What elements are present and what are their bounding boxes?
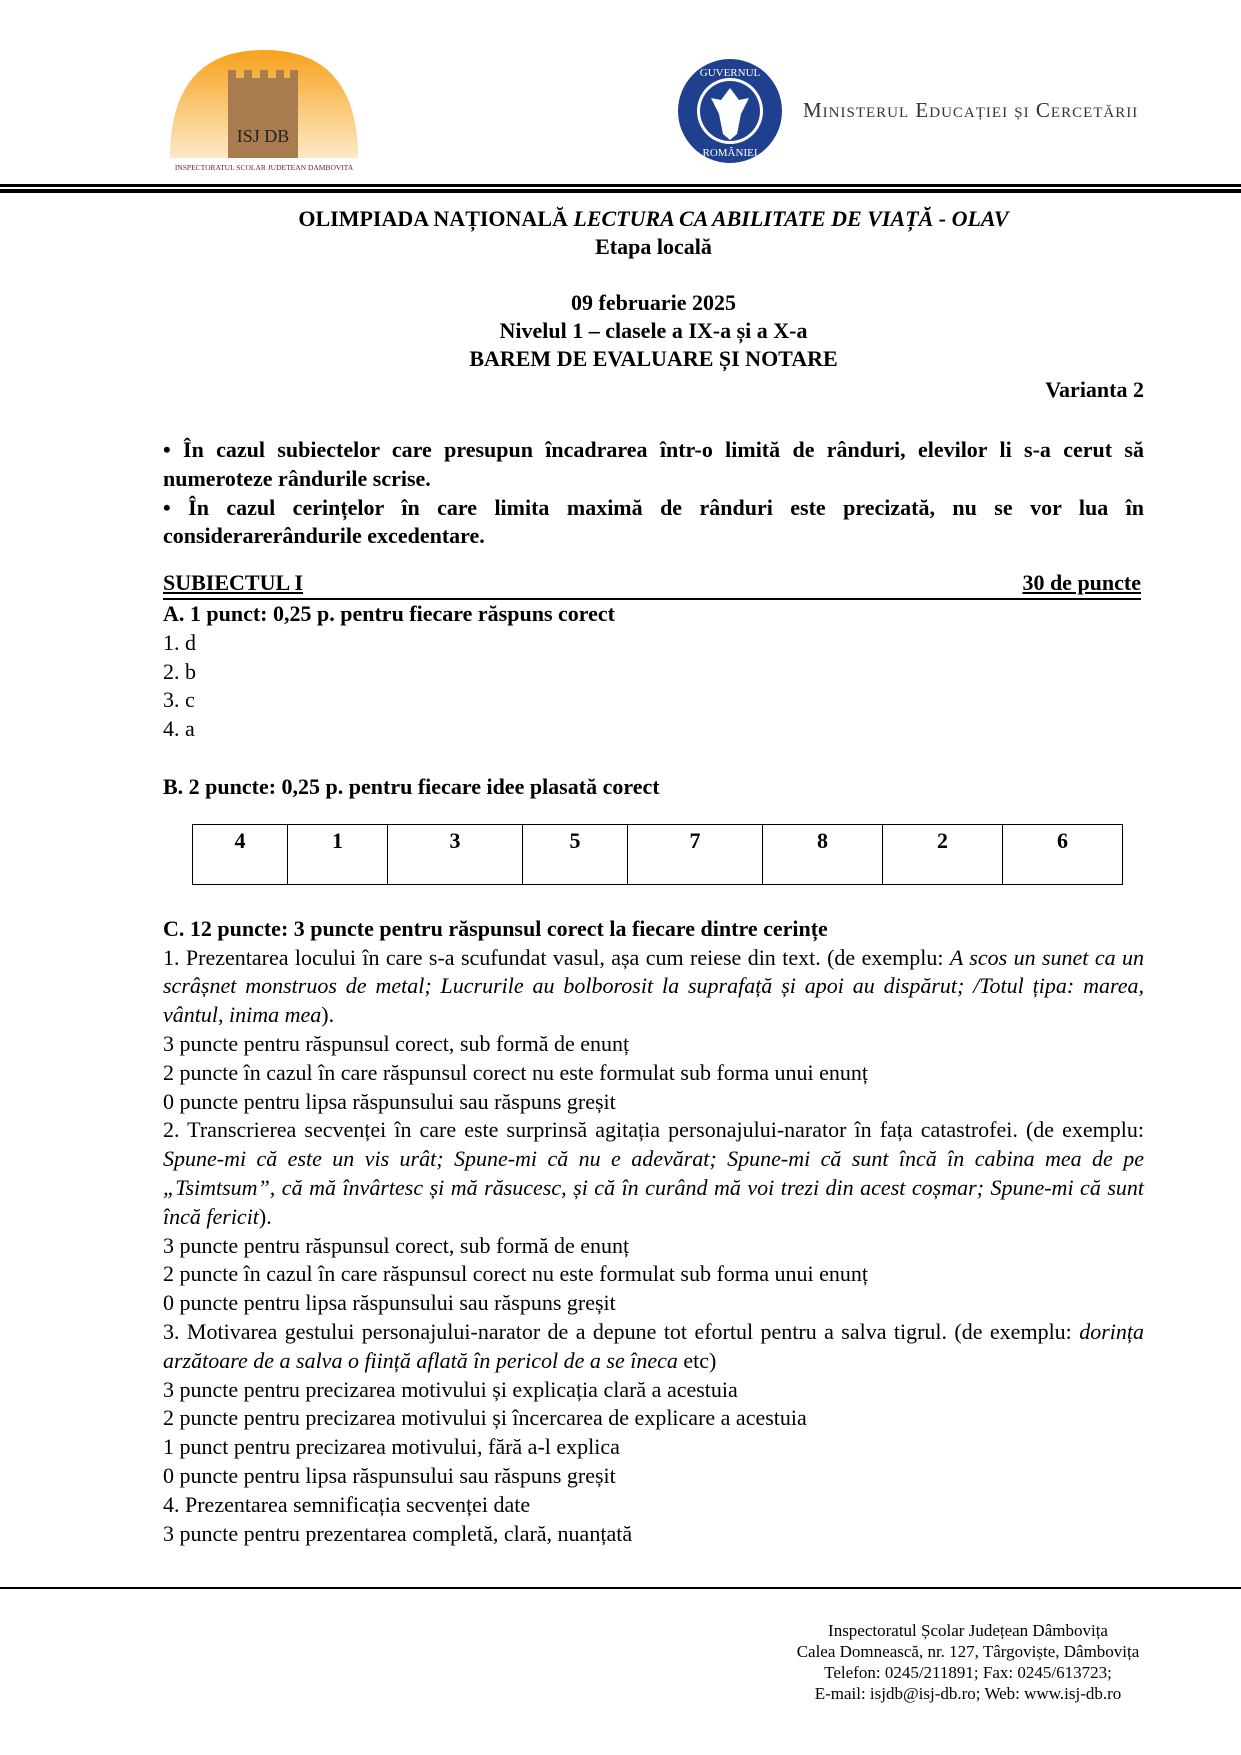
score-line: 3 puncte pentru precizarea motivului și explicația clară a acestuia [163,1376,738,1402]
document-title [163,205,1144,373]
barem-title: BAREM DE EVALUARE ȘI NOTARE [469,346,838,371]
level: Nivelul 1 – clasele a IX-a și a X-a [499,318,808,343]
section-c-heading: C. 12 puncte: 3 puncte pentru răspunsul corect la fiecare dintre cerințe [163,915,828,941]
table-cell: 2 [883,824,1003,884]
example: dorința arzătoare de a salva o ființă aflată în pericol de a se îneca [163,1318,1144,1373]
score-line: 2 puncte pentru precizarea motivului și încercarea de explicare a acestuia [163,1405,807,1431]
footer-address: Calea Domnească, nr. 127, Târgoviște, Dâmbovița [796,1642,1140,1661]
section-a-heading: A. 1 punct: 0,25 p. pentru fiecare răspuns corect [163,600,615,626]
example: A scos un sunet ca un scrâșnet monstruos de metal; Lucrurile au bolborosit la suprafață și apoi au dispărut; /Totul țipa: marea, vântul, inima mea [163,944,1144,1028]
question-1 [163,944,1144,1030]
table-cell: 3 [388,824,523,884]
score-line: 1 punct pentru precizarea motivului, fără a-l explica [163,1434,620,1460]
score-line: 2 puncte în cazul în care răspunsul corect nu este formulat sub forma unui enunț [163,1059,868,1085]
answer: 4. a [163,716,195,742]
footer-institution: Inspectoratul Școlar Județean Dâmbovița [828,1621,1108,1640]
score-line: 2 puncte în cazul în care răspunsul corect nu este formulat sub forma unui enunț [163,1261,868,1287]
question-3 [163,1318,1144,1376]
exam-date: 09 februarie 2025 [571,290,736,315]
question-end: etc) [677,1347,717,1373]
score-line: 0 puncte pentru lipsa răspunsului sau răspuns greșit [163,1462,616,1488]
svg-text:ROMÂNIEI: ROMÂNIEI [702,147,758,159]
answer: 3. c [163,687,195,713]
question-text: 2. Transcrierea secvenței în care este surprinsă agitația personajului-narator în fața catastrofei. (de exemplu: [163,1117,1144,1143]
question-end: ). [321,1002,335,1028]
svg-text:INSPECTORATUL SCOLAR JUDETEAN: INSPECTORATUL SCOLAR JUDETEAN DAMBOVITA [174,163,354,172]
header-divider [0,189,1241,193]
example: Spune-mi că este un vis urât; Spune-mi că nu e adevărat; Spune-mi că sunt încă în cabina mea de pe „Tsimtsum”, că mă învârtesc și mă răsucesc, și că în curând mă voi trezi din acest coșmar; Spune-mi că sunt încă fericit [163,1146,1144,1229]
variant: Varianta 2 [1045,377,1144,402]
subject-name: SUBIECTUL I [163,570,304,596]
footer-phone: Telefon: 0245/211891; Fax: 0245/613723; [824,1663,1112,1682]
footer-email-web: E-mail: isjdb@isj-db.ro; Web: www.isj-db.ro [814,1684,1122,1703]
note: • În cazul cerințelor în care limita maximă de rânduri este precizată, nu se vor lua în considerarerândurile excedentare. [163,494,1144,549]
question-text: 1. Prezentarea locului în care s-a scufundat vasul, așa cum reiese din text. (de exemplu: [163,944,950,970]
government-seal-icon [677,58,783,164]
question-end: ). [258,1203,272,1229]
table-cell: 8 [763,824,883,884]
section-b-heading: B. 2 puncte: 0,25 p. pentru fiecare idee plasată corect [163,773,660,799]
question-2 [163,1116,1144,1231]
olympiad-name: OLIMPIADA NAȚIONALĂ [298,206,574,231]
svg-text:ISJ DB: ISJ DB [236,126,290,146]
footer-divider [0,1587,1241,1589]
answer: 1. d [163,629,196,655]
table-cell: 4 [193,824,288,884]
table-cell: 1 [288,824,388,884]
subject-heading [163,569,1141,600]
table-cell: 5 [523,824,628,884]
isj-db-logo [168,50,360,174]
footer-contact [768,1620,1168,1704]
stage: Etapa locală [595,234,712,259]
table-cell: 6 [1003,824,1123,884]
score-line: 0 puncte pentru lipsa răspunsului sau răspuns greșit [163,1290,616,1316]
document-body [163,436,1144,1548]
score-line: 3 puncte pentru răspunsul corect, sub formă de enunț [163,1030,630,1056]
score-line: 3 puncte pentru răspunsul corect, sub formă de enunț [163,1232,630,1258]
table-cell: 7 [628,824,763,884]
answer: 2. b [163,658,196,684]
question-text: 3. Motivarea gestului personajului-narator de a depune tot efortul pentru a salva tigrul. (de exemplu: [163,1318,1080,1344]
svg-text:GUVERNUL: GUVERNUL [699,67,761,79]
note: • În cazul subiectelor care presupun încadrarea într-o limită de rânduri, elevilor li s-a cerut să numeroteze rândurile scrise. [163,437,1144,491]
header-divider [0,184,1241,187]
ministry-name: Ministerul Educației și Cercetării [803,98,1139,122]
olympiad-subtitle: LECTURA CA ABILITATE DE VIAȚĂ - OLAV [573,206,1009,231]
score-line: 3 puncte pentru prezentarea completă, clară, nuanțată [163,1520,633,1546]
answer-table [192,824,1123,885]
question-4: 4. Prezentarea semnificația secvenței date [163,1491,531,1517]
score-line: 0 puncte pentru lipsa răspunsului sau răspuns greșit [163,1088,616,1114]
subject-points: 30 de puncte [1022,570,1141,596]
